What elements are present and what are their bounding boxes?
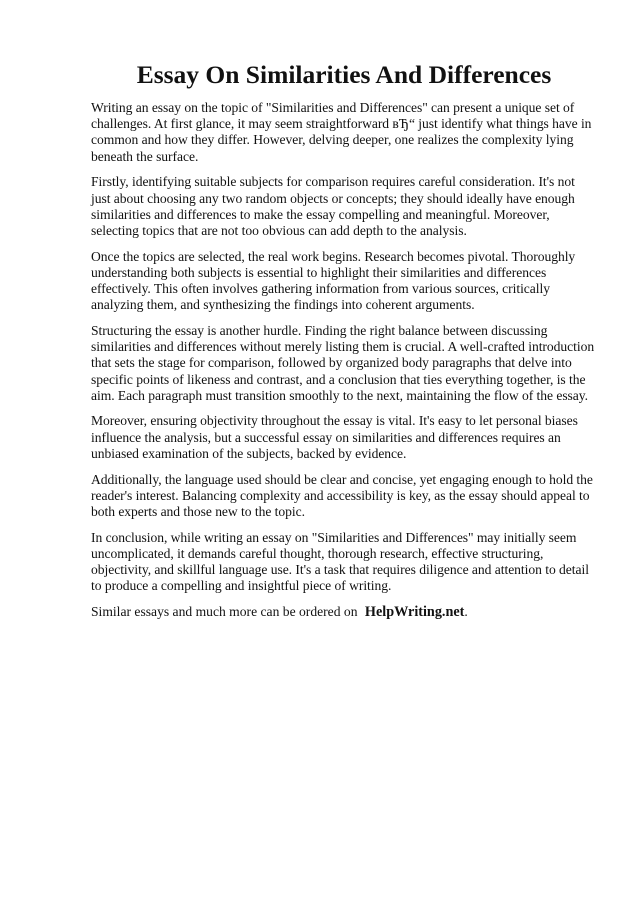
paragraph-intro: Writing an essay on the topic of "Similarities and Differences" can present a unique set of challenges. At first glance, it may seem straightforward вЂ“ just identify what things have in common and how they differ. However, delving deeper, one realizes the complexity lying beneath the surface. [91, 100, 592, 164]
paragraph-language: Additionally, the language used should be clear and concise, yet engaging enough to hold the reader's interest. Balancing complexity and accessibility is key, as the essay should appeal to both experts and those new to the topic. [91, 471, 593, 519]
paragraph-structure: Structuring the essay is another hurdle. Finding the right balance between discussing similarities and differences without merely listing them is crucial. A well-crafted introduction that sets the stage for comparison, followed by organized body paragraphs that delve into specific points of likeness and contrast, and a conclusion that ties everything together, is the aim. Each paragraph must transition smoothly to the next, maintaining the flow of the essay. [91, 322, 595, 403]
promo-suffix: . [464, 603, 468, 619]
paragraph-conclusion: In conclusion, while writing an essay on "Similarities and Differences" may initially seem uncomplicated, it demands careful thought, thorough research, effective structuring, objectivity, and skillful language use. It's a task that requires diligence and attention to detail to produce a compelling and insightful piece of writing. [91, 529, 589, 594]
document-content [91, 60, 597, 620]
promo-line [91, 604, 597, 620]
paragraph-objectivity: Moreover, ensuring objectivity throughout the essay is vital. It's easy to let personal biases influence the analysis, but a successful essay on similarities and differences requires an unbiased examination of the subjects, backed by evidence. [91, 413, 578, 461]
page-title: Essay On Similarities And Differences [136, 60, 552, 89]
promo-text: Similar essays and much more can be ordered on [91, 603, 358, 619]
paragraph-research: Once the topics are selected, the real work begins. Research becomes pivotal. Thoroughly understanding both subjects is essential to highlight their similarities and differences effectively. This often involves gathering information from various sources, critically analyzing them, and synthesizing the findings into coherent arguments. [91, 248, 576, 313]
brand-link[interactable]: HelpWriting.net [364, 603, 465, 620]
paragraph-subjects: Firstly, identifying suitable subjects for comparison requires careful consideration. It's not just about choosing any two random objects or concepts; they should ideally have enough similarities and differences to make the essay compelling and meaningful. Moreover, selecting topics that are not too obvious can add depth to the analysis. [91, 174, 575, 238]
